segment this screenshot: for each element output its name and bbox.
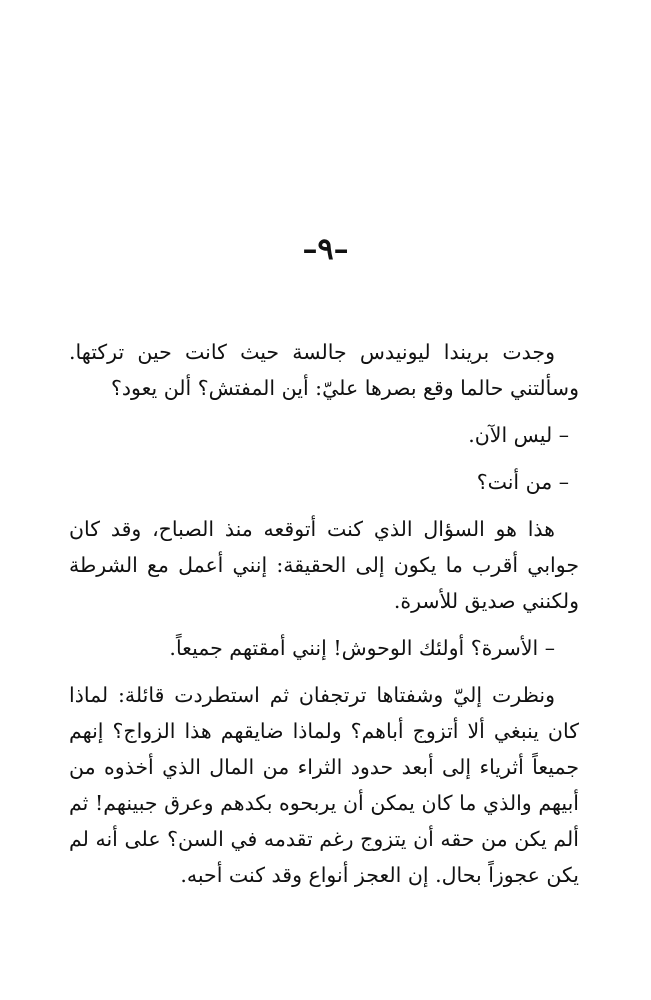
paragraph-3: – من أنت؟ — [476, 470, 569, 494]
chapter-number: –٩– — [302, 232, 349, 267]
paragraph-4: هذا هو السؤال الذي كنت أتوقعه منذ الصباح، وقد كان جوابي أقرب ما يكون إلى الحقيقة: إنني أعمل مع الشرطة ولكنني صديق للأسرة. — [69, 517, 579, 613]
page-body — [69, 334, 579, 904]
paragraph-2: – ليس الآن. — [468, 423, 569, 447]
paragraph-6: ونظرت إليّ وشفتاها ترتجفان ثم استطردت قائلة: لماذا كان ينبغي ألا أتزوج أباهم؟ ولماذا ضايقهم هذا الزواج؟ إنهم جميعاً أثرياء إلى أبعد حدود الثراء من المال الذي أخذوه من أبيهم والذي ما كان يمكن أن يربحوه بكدهم وعرق جبينهم! ثم ألم يكن من حقه أن يتزوج رغم تقدمه في السن؟ على أنه لم يكن عجوزاً بحال. إن العجز أنواع وقد كنت أحبه. — [69, 683, 579, 887]
paragraph-1: وجدت بريندا ليونيدس جالسة حيث كانت حين تركتها. وسألتني حالما وقع بصرها عليّ: أين المفتش؟ ألن يعود؟ — [69, 340, 579, 400]
paragraph-5: – الأسرة؟ أولئك الوحوش! إنني أمقتهم جميعاً. — [169, 636, 555, 660]
